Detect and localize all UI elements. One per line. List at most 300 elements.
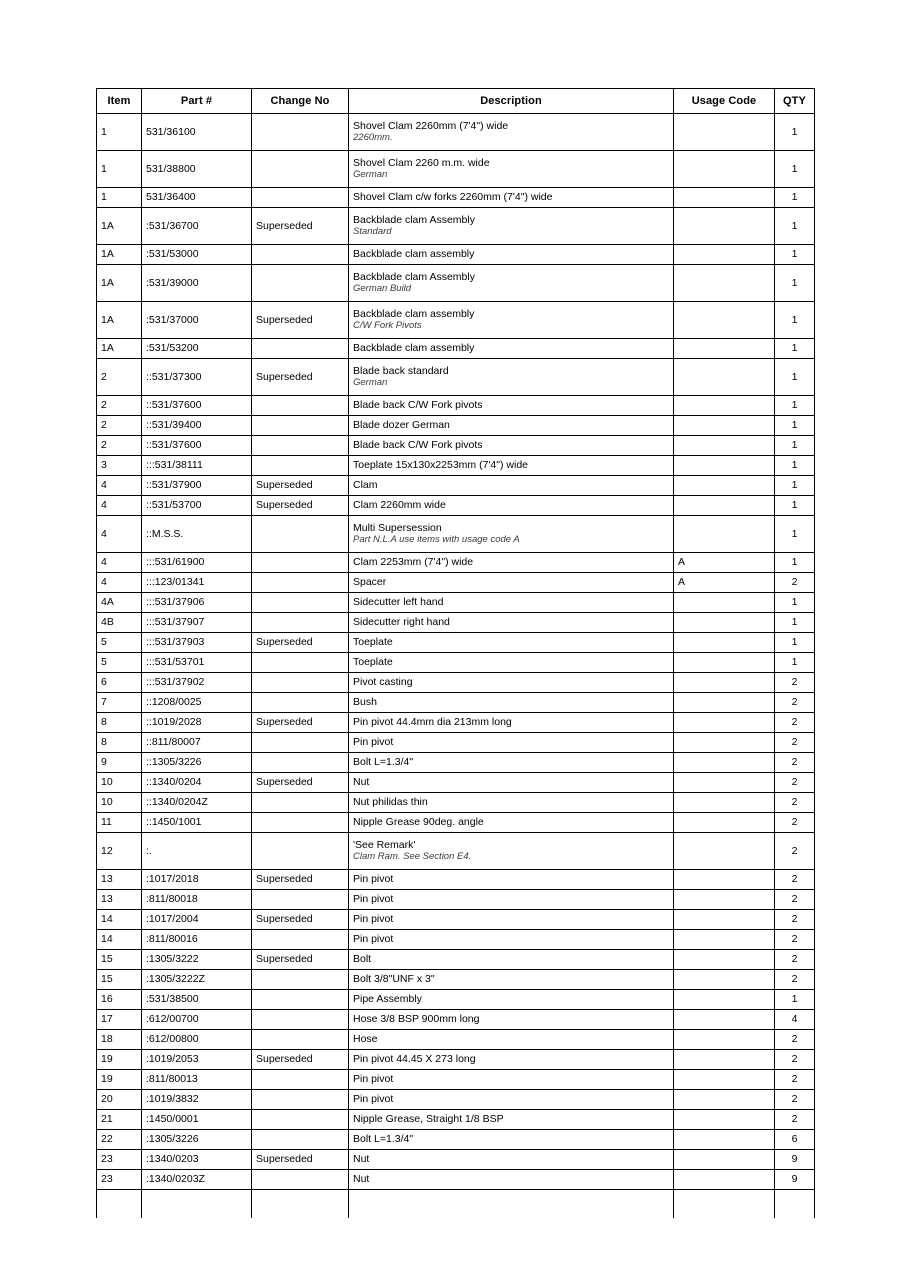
table-row	[97, 339, 815, 359]
cell-description	[349, 693, 674, 713]
cell-part-number	[142, 930, 252, 950]
description-wrap	[349, 576, 673, 588]
cell-change-no	[252, 753, 349, 773]
cell-item-text: 1	[101, 125, 107, 138]
cell-change-no	[252, 633, 349, 653]
cell-description	[349, 436, 674, 456]
cell-usage-code	[674, 950, 775, 970]
cell-qty-text: 1	[791, 479, 798, 492]
cell-part-number-text: :1340/0203	[146, 1153, 199, 1166]
cell-change-no	[252, 436, 349, 456]
cell-item	[97, 359, 142, 396]
cell-change-no	[252, 890, 349, 910]
cell-qty-text: 2	[791, 676, 798, 689]
cell-qty	[775, 773, 815, 793]
description-main-text: Blade back C/W Fork pivots	[353, 439, 483, 452]
cell-part-number-text: :612/00700	[146, 1013, 199, 1026]
cell-qty-text: 1	[791, 219, 798, 232]
description-sub-text: 2260mm.	[353, 132, 393, 144]
description-main-text: Bush	[353, 696, 377, 709]
description-main-text: Pin pivot	[353, 736, 394, 749]
cell-qty	[775, 1090, 815, 1110]
cell-change-no	[252, 339, 349, 359]
cell-change-no	[252, 151, 349, 188]
cell-item-text: 7	[101, 696, 107, 709]
cell-item	[97, 396, 142, 416]
description-wrap	[349, 816, 673, 828]
cell-item	[97, 476, 142, 496]
description-wrap	[349, 459, 673, 471]
cell-item	[97, 653, 142, 673]
cell-qty-text: 2	[791, 913, 798, 926]
cell-change-no	[252, 496, 349, 516]
description-main-text: Backblade clam Assembly	[353, 214, 475, 226]
cell-item-text: 1A	[101, 248, 114, 261]
cell-description	[349, 1130, 674, 1150]
cell-change-no	[252, 833, 349, 870]
cell-usage-code	[674, 302, 775, 339]
cell-part-number	[142, 416, 252, 436]
cell-usage-code	[674, 1090, 775, 1110]
description-wrap	[349, 873, 673, 885]
table-row	[97, 930, 815, 950]
cell-description	[349, 910, 674, 930]
cell-description	[349, 653, 674, 673]
cell-part-number-text: ::811/80007	[146, 736, 201, 749]
table-row	[97, 950, 815, 970]
table-row	[97, 456, 815, 476]
cell-part-number-text: ::1208/0025	[146, 696, 202, 709]
table-row	[97, 208, 815, 245]
cell-part-number-text: :811/80013	[146, 1073, 198, 1086]
cell-item-text: 1A	[101, 276, 114, 289]
description-main-text: Bolt L=1.3/4"	[353, 1133, 414, 1146]
description-main-text: Nipple Grease 90deg. angle	[353, 816, 484, 829]
cell-qty-text: 2	[791, 816, 798, 829]
table-row	[97, 1070, 815, 1090]
cell-part-number	[142, 633, 252, 653]
cell-part-number-text: :1017/2004	[146, 913, 199, 926]
description-wrap	[349, 716, 673, 728]
description-wrap	[349, 596, 673, 608]
cell-item-text: 2	[101, 439, 107, 452]
cell-usage-code	[674, 359, 775, 396]
cell-part-number-text: :612/00800	[146, 1033, 199, 1046]
cell-part-number	[142, 396, 252, 416]
cell-item-text: 8	[101, 716, 107, 729]
description-main-text: Toeplate	[353, 656, 393, 669]
cell-qty	[775, 265, 815, 302]
cell-part-number	[142, 673, 252, 693]
parts-list-table	[96, 88, 815, 1219]
cell-item	[97, 713, 142, 733]
cell-item-text: 6	[101, 676, 107, 689]
cell-description	[349, 151, 674, 188]
cell-part-number	[142, 476, 252, 496]
cell-qty-text: 1	[791, 636, 798, 649]
description-main-text: Shovel Clam 2260mm (7'4") wide	[353, 120, 509, 132]
cell-part-number-text: :1017/2018	[146, 873, 199, 886]
cell-qty-text: 2	[791, 736, 798, 749]
cell-usage-code	[674, 1050, 775, 1070]
cell-part-number-text: :1019/3832	[146, 1093, 199, 1106]
cell-qty	[775, 114, 815, 151]
cell-usage-code	[674, 1070, 775, 1090]
description-wrap	[349, 993, 673, 1005]
cell-qty-text: 2	[791, 933, 798, 946]
description-main-text: Pipe Assembly	[353, 993, 422, 1006]
cell-qty	[775, 302, 815, 339]
cell-qty-text: 2	[791, 873, 798, 886]
cell-part-number-text: :531/53000	[146, 248, 199, 261]
cell-usage-code	[674, 553, 775, 573]
cell-part-number-text: :::531/37907	[146, 616, 205, 629]
cell-qty	[775, 396, 815, 416]
cell-change-no-text: Superseded	[256, 776, 313, 789]
table-row	[97, 1110, 815, 1130]
description-wrap	[349, 556, 673, 568]
cell-item	[97, 496, 142, 516]
cell-qty	[775, 970, 815, 990]
cell-change-no	[252, 265, 349, 302]
cell-qty-text: 2	[791, 1033, 798, 1046]
description-wrap	[349, 248, 673, 260]
cell-change-no	[252, 573, 349, 593]
table-header-row	[97, 89, 815, 114]
cell-description	[349, 208, 674, 245]
cell-item	[97, 910, 142, 930]
description-wrap	[349, 839, 673, 863]
cell-qty	[775, 1010, 815, 1030]
description-wrap	[349, 636, 673, 648]
cell-qty-text: 1	[791, 556, 798, 569]
cell-part-number-text: ::1340/0204	[146, 776, 202, 789]
cell-description	[349, 813, 674, 833]
cell-part-number	[142, 1110, 252, 1130]
cell-change-no-text: Superseded	[256, 953, 313, 966]
description-wrap	[349, 893, 673, 905]
description-wrap	[349, 419, 673, 431]
cell-change-no-text: Superseded	[256, 1053, 313, 1066]
table-row	[97, 793, 815, 813]
cell-usage-code	[674, 1130, 775, 1150]
cell-qty-text: 1	[791, 656, 798, 669]
cell-qty	[775, 633, 815, 653]
cell-part-number	[142, 553, 252, 573]
cell-part-number-text: :811/80018	[146, 893, 198, 906]
description-main-text: Bolt	[353, 953, 372, 966]
cell-item	[97, 436, 142, 456]
table-row	[97, 673, 815, 693]
description-main-text: Nut	[353, 776, 370, 789]
description-wrap	[349, 522, 673, 546]
description-sub-text: German	[353, 377, 388, 389]
cell-part-number	[142, 359, 252, 396]
cell-usage-code	[674, 633, 775, 653]
cell-part-number	[142, 593, 252, 613]
cell-change-no-text: Superseded	[256, 873, 313, 886]
description-wrap	[349, 1073, 673, 1085]
cell-item-text: 14	[101, 933, 113, 946]
description-main-text: Clam	[353, 479, 378, 492]
description-main-text: Sidecutter right hand	[353, 616, 450, 629]
cell-usage-code	[674, 753, 775, 773]
cell-description	[349, 753, 674, 773]
description-wrap	[349, 656, 673, 668]
cell-change-no	[252, 673, 349, 693]
description-main-text: Bolt 3/8"UNF x 3"	[353, 973, 435, 986]
cell-description	[349, 339, 674, 359]
cell-part-number	[142, 870, 252, 890]
cell-item-text: 23	[101, 1153, 113, 1166]
cell-qty	[775, 1030, 815, 1050]
cell-description	[349, 930, 674, 950]
cell-part-number-text: :811/80016	[146, 933, 198, 946]
description-main-text: Blade back C/W Fork pivots	[353, 399, 483, 412]
cell-item-text: 10	[101, 776, 113, 789]
table-row	[97, 870, 815, 890]
description-main-text: Pin pivot 44.4mm dia 213mm long	[353, 716, 512, 729]
description-wrap	[349, 365, 673, 389]
cell-usage-code	[674, 793, 775, 813]
cell-qty	[775, 516, 815, 553]
table-row	[97, 1130, 815, 1150]
cell-item-text: 1	[101, 162, 107, 175]
cell-qty-text: 2	[791, 973, 798, 986]
cell-item	[97, 773, 142, 793]
cell-change-no	[252, 930, 349, 950]
cell-description	[349, 773, 674, 793]
cell-item	[97, 890, 142, 910]
cell-description	[349, 833, 674, 870]
table-row	[97, 613, 815, 633]
cell-usage-code-text: A	[678, 556, 686, 569]
cell-part-number-text: 531/36100	[146, 125, 196, 138]
table-row	[97, 910, 815, 930]
cell-usage-code	[674, 1010, 775, 1030]
cell-item-text: 2	[101, 419, 107, 432]
cell-qty	[775, 793, 815, 813]
cell-item	[97, 302, 142, 339]
cell-qty	[775, 476, 815, 496]
cell-qty-text: 2	[791, 576, 798, 589]
description-wrap	[349, 676, 673, 688]
cell-change-no	[252, 516, 349, 553]
table-row	[97, 396, 815, 416]
cell-usage-code	[674, 416, 775, 436]
cell-part-number	[142, 1050, 252, 1070]
cell-change-no	[252, 970, 349, 990]
cell-item	[97, 456, 142, 476]
cell-item	[97, 151, 142, 188]
cell-item-text: 2	[101, 399, 107, 412]
cell-qty	[775, 573, 815, 593]
cell-qty	[775, 245, 815, 265]
description-main-text: Pin pivot	[353, 913, 394, 926]
description-main-text: Backblade clam assembly	[353, 248, 475, 261]
cell-part-number	[142, 713, 252, 733]
cell-usage-code	[674, 496, 775, 516]
cell-description	[349, 1110, 674, 1130]
cell-qty-text: 2	[791, 1093, 798, 1106]
cell-description	[349, 1050, 674, 1070]
cell-part-number	[142, 208, 252, 245]
description-main-text: Nut	[353, 1153, 370, 1166]
cell-item-text: 14	[101, 913, 113, 926]
cell-qty	[775, 553, 815, 573]
table-row	[97, 188, 815, 208]
cell-item	[97, 1090, 142, 1110]
cell-qty-text: 1	[791, 499, 798, 512]
description-wrap	[349, 120, 673, 144]
cell-part-number-text: 531/36400	[146, 191, 196, 204]
cell-part-number-text: :::531/37902	[146, 676, 205, 689]
description-wrap	[349, 214, 673, 238]
cell-description	[349, 733, 674, 753]
cell-usage-code	[674, 396, 775, 416]
description-main-text: Pin pivot	[353, 1073, 394, 1086]
table-row	[97, 1050, 815, 1070]
cell-item-text: 4A	[101, 596, 114, 609]
cell-qty-text: 1	[791, 459, 798, 472]
cell-qty	[775, 593, 815, 613]
description-main-text: Clam 2260mm wide	[353, 499, 446, 512]
description-main-text: Shovel Clam c/w forks 2260mm (7'4") wide	[353, 191, 553, 204]
cell-change-no	[252, 476, 349, 496]
cell-qty-text: 6	[791, 1133, 798, 1146]
table-body	[97, 114, 815, 1219]
cell-part-number-text: :1019/2053	[146, 1053, 199, 1066]
cell-description	[349, 890, 674, 910]
cell-change-no	[252, 910, 349, 930]
cell-part-number	[142, 1150, 252, 1170]
column-header-description: Description	[349, 89, 674, 114]
cell-item	[97, 1050, 142, 1070]
cell-usage-code	[674, 593, 775, 613]
cell-item-text: 17	[101, 1013, 113, 1026]
cell-part-number	[142, 151, 252, 188]
description-sub-text: Standard	[353, 226, 392, 238]
cell-change-no-text: Superseded	[256, 716, 313, 729]
cell-qty-text: 2	[791, 696, 798, 709]
cell-item	[97, 208, 142, 245]
description-wrap	[349, 756, 673, 768]
cell-qty-text: 2	[791, 1073, 798, 1086]
cell-part-number-text: 531/38800	[146, 162, 196, 175]
cell-description	[349, 553, 674, 573]
cell-change-no	[252, 1110, 349, 1130]
cell-item	[97, 573, 142, 593]
description-main-text: Hose 3/8 BSP 900mm long	[353, 1013, 480, 1026]
cell-qty	[775, 1070, 815, 1090]
cell-usage-code	[674, 339, 775, 359]
cell-qty	[775, 950, 815, 970]
table-row	[97, 653, 815, 673]
cell-qty	[775, 813, 815, 833]
cell-qty-text: 1	[791, 399, 798, 412]
cell-qty-text: 2	[791, 756, 798, 769]
cell-part-number	[142, 753, 252, 773]
cell-part-number	[142, 1170, 252, 1190]
cell-qty	[775, 1130, 815, 1150]
cell-part-number-text: ::1340/0204Z	[146, 796, 208, 809]
column-header-change: Change No	[252, 89, 349, 114]
cell-change-no	[252, 553, 349, 573]
table-row	[97, 890, 815, 910]
cell-change-no	[252, 593, 349, 613]
table-row-empty	[97, 1190, 815, 1219]
cell-description	[349, 359, 674, 396]
cell-item	[97, 733, 142, 753]
description-wrap	[349, 157, 673, 181]
table-row	[97, 553, 815, 573]
table-row	[97, 476, 815, 496]
cell-part-number	[142, 613, 252, 633]
cell-change-no	[252, 245, 349, 265]
description-wrap	[349, 1053, 673, 1065]
column-header-item: Item	[97, 89, 142, 114]
cell-usage-code	[674, 713, 775, 733]
table-row	[97, 753, 815, 773]
description-main-text: Pin pivot	[353, 893, 394, 906]
table-row	[97, 693, 815, 713]
cell-usage-code	[674, 813, 775, 833]
cell-item	[97, 1070, 142, 1090]
table-row	[97, 359, 815, 396]
cell-change-no	[252, 870, 349, 890]
cell-description	[349, 613, 674, 633]
description-main-text: Clam 2253mm (7'4") wide	[353, 556, 474, 569]
cell-item-text: 19	[101, 1053, 113, 1066]
cell-part-number-text: :::123/01341	[146, 576, 205, 589]
description-main-text: Pin pivot	[353, 873, 394, 886]
cell-part-number-text: :531/53200	[146, 342, 199, 355]
cell-change-no	[252, 1190, 349, 1219]
cell-part-number-text: :531/37000	[146, 313, 199, 326]
column-header-part: Part #	[142, 89, 252, 114]
cell-part-number	[142, 456, 252, 476]
cell-part-number	[142, 793, 252, 813]
cell-qty-text: 1	[791, 527, 798, 540]
table-row	[97, 416, 815, 436]
cell-item-text: 2	[101, 370, 107, 383]
cell-part-number-text: :531/39000	[146, 276, 199, 289]
cell-item	[97, 930, 142, 950]
cell-item	[97, 613, 142, 633]
cell-change-no	[252, 693, 349, 713]
cell-qty	[775, 713, 815, 733]
cell-item-text: 23	[101, 1173, 113, 1186]
cell-part-number	[142, 910, 252, 930]
description-wrap	[349, 1173, 673, 1185]
cell-qty	[775, 693, 815, 713]
description-main-text: Spacer	[353, 576, 387, 589]
cell-qty-text: 2	[791, 953, 798, 966]
cell-qty-text: 2	[791, 796, 798, 809]
table-row	[97, 265, 815, 302]
table-row	[97, 1150, 815, 1170]
cell-qty	[775, 151, 815, 188]
cell-change-no	[252, 1050, 349, 1070]
cell-change-no	[252, 773, 349, 793]
cell-part-number-text: ::531/37600	[146, 399, 202, 412]
cell-qty-text: 1	[791, 191, 798, 204]
description-wrap	[349, 1093, 673, 1105]
cell-qty	[775, 208, 815, 245]
cell-change-no	[252, 1070, 349, 1090]
cell-qty-text: 2	[791, 893, 798, 906]
cell-part-number	[142, 302, 252, 339]
